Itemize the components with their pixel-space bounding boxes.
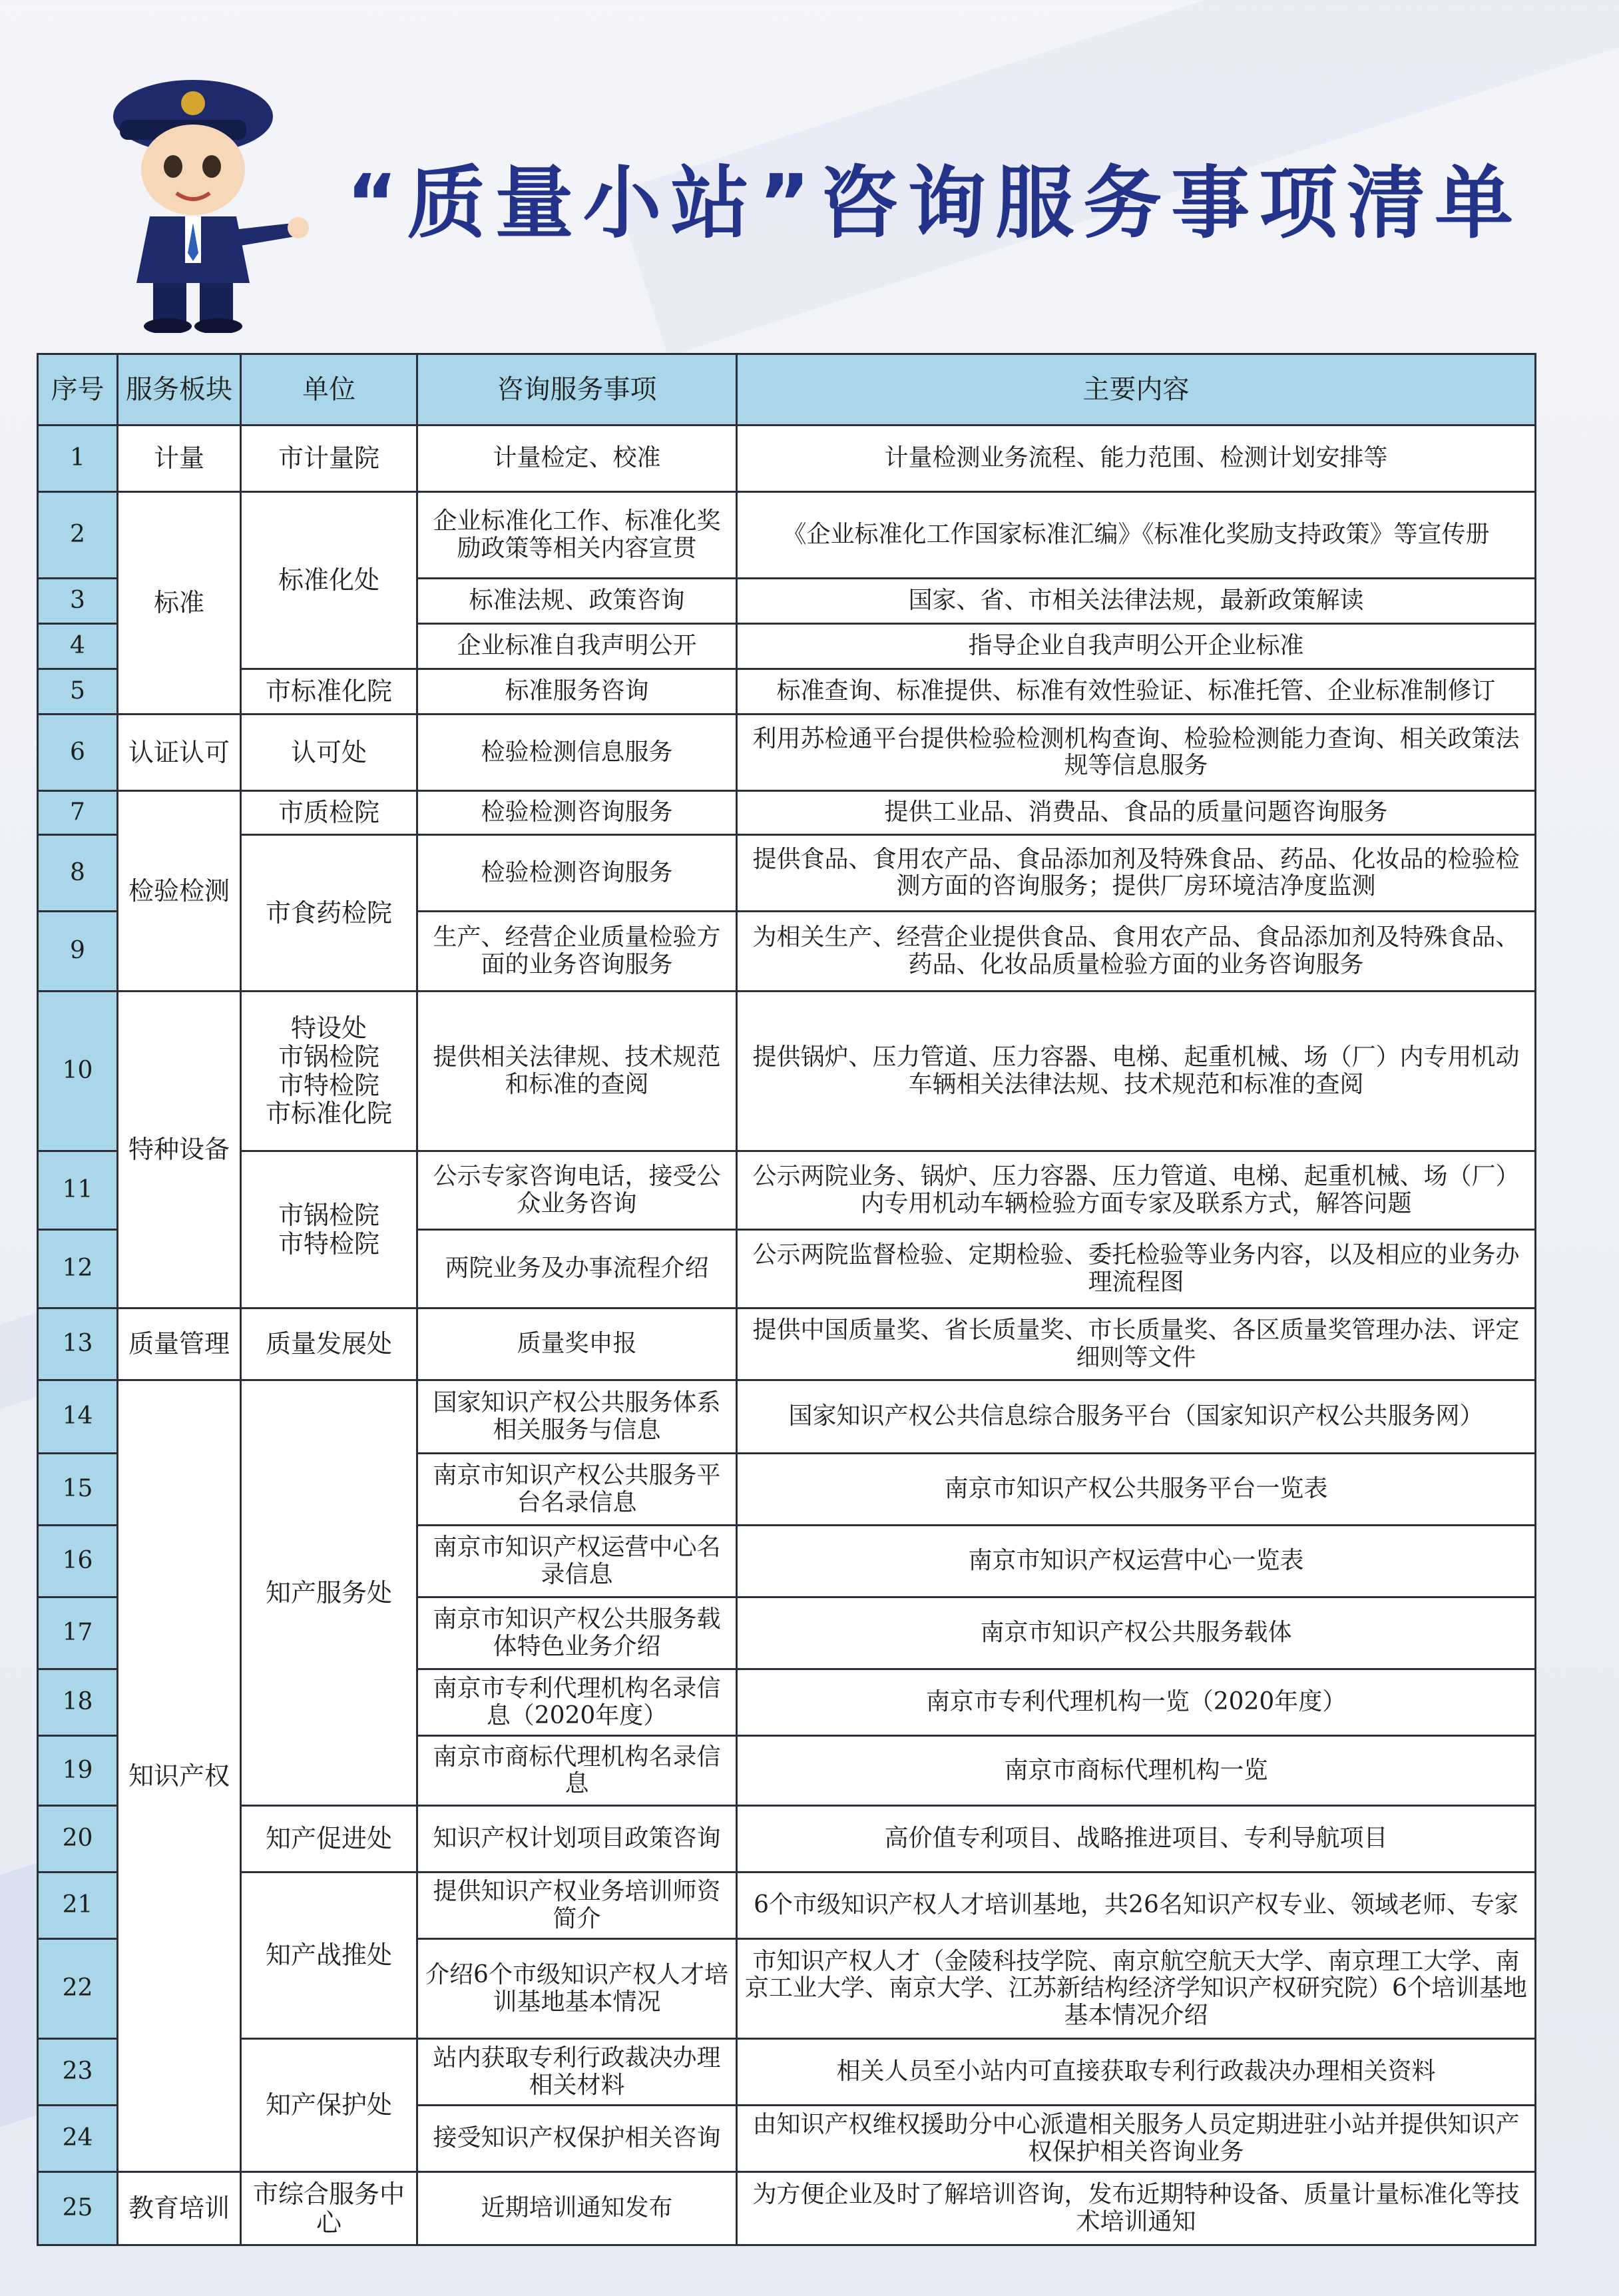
table-row bbox=[38, 1872, 1536, 1939]
content-cell: 标准查询、标准提供、标准有效性验证、标准托管、企业标准制修订 bbox=[737, 669, 1536, 715]
item-cell: 介绍6个市级知识产权人才培训基地基本情况 bbox=[417, 1939, 737, 2039]
item-cell: 生产、经营企业质量检验方面的业务咨询服务 bbox=[417, 912, 737, 992]
row-number: 4 bbox=[38, 624, 118, 669]
item-cell: 企业标准自我声明公开 bbox=[417, 624, 737, 669]
row-number: 16 bbox=[38, 1526, 118, 1597]
item-cell: 提供知识产权业务培训师资简介 bbox=[417, 1872, 737, 1939]
row-number: 12 bbox=[38, 1230, 118, 1308]
content-cell: 提供工业品、消费品、食品的质量问题咨询服务 bbox=[737, 791, 1536, 835]
unit-cell: 市质检院 bbox=[241, 791, 417, 835]
row-number: 14 bbox=[38, 1380, 118, 1454]
content-cell: 南京市知识产权公共服务平台一览表 bbox=[737, 1454, 1536, 1526]
item-cell: 检验检测咨询服务 bbox=[417, 791, 737, 835]
unit-cell: 知产保护处 bbox=[241, 2039, 417, 2172]
content-cell: 6个市级知识产权人才培训基地，共26名知识产权专业、领域老师、专家 bbox=[737, 1872, 1536, 1939]
row-number: 9 bbox=[38, 912, 118, 992]
row-number: 20 bbox=[38, 1806, 118, 1872]
item-cell: 南京市专利代理机构名录信息（2020年度） bbox=[417, 1669, 737, 1736]
item-cell: 公示专家咨询电话，接受公众业务咨询 bbox=[417, 1151, 737, 1230]
module-cell: 特种设备 bbox=[118, 992, 241, 1308]
table-row bbox=[38, 1308, 1536, 1380]
table-row bbox=[38, 835, 1536, 912]
content-cell: 公示两院业务、锅炉、压力容器、压力管道、电梯、起重机械、场（厂）内专用机动车辆检验方面专家及联系方式，解答问题 bbox=[737, 1151, 1536, 1230]
module-cell: 质量管理 bbox=[118, 1308, 241, 1380]
item-cell: 两院业务及办事流程介绍 bbox=[417, 1230, 737, 1308]
module-cell: 计量 bbox=[118, 426, 241, 492]
item-cell: 知识产权计划项目政策咨询 bbox=[417, 1806, 737, 1872]
content-cell: 提供中国质量奖、省长质量奖、市长质量奖、各区质量奖管理办法、评定细则等文件 bbox=[737, 1308, 1536, 1380]
item-cell: 质量奖申报 bbox=[417, 1308, 737, 1380]
content-cell: 南京市专利代理机构一览（2020年度） bbox=[737, 1669, 1536, 1736]
item-cell: 南京市知识产权公共服务载体特色业务介绍 bbox=[417, 1597, 737, 1669]
row-number: 10 bbox=[38, 992, 118, 1151]
content-cell: 南京市商标代理机构一览 bbox=[737, 1736, 1536, 1806]
item-cell: 接受知识产权保护相关咨询 bbox=[417, 2106, 737, 2172]
module-cell: 标准 bbox=[118, 492, 241, 715]
module-cell: 认证认可 bbox=[118, 715, 241, 791]
service-table-container bbox=[37, 353, 1534, 2246]
item-cell: 站内获取专利行政裁决办理相关材料 bbox=[417, 2039, 737, 2106]
row-number: 1 bbox=[38, 426, 118, 492]
row-number: 2 bbox=[38, 492, 118, 579]
module-cell: 知识产权 bbox=[118, 1380, 241, 2172]
table-row bbox=[38, 992, 1536, 1151]
unit-cell: 认可处 bbox=[241, 715, 417, 791]
row-number: 15 bbox=[38, 1454, 118, 1526]
table-row bbox=[38, 492, 1536, 579]
row-number: 22 bbox=[38, 1939, 118, 2039]
unit-cell: 特设处 市锅检院 市特检院 市标准化院 bbox=[241, 992, 417, 1151]
item-cell: 标准服务咨询 bbox=[417, 669, 737, 715]
unit-cell: 市锅检院 市特检院 bbox=[241, 1151, 417, 1308]
unit-cell: 知产战推处 bbox=[241, 1872, 417, 2039]
unit-cell: 知产促进处 bbox=[241, 1806, 417, 1872]
item-cell: 提供相关法律规、技术规范和标准的查阅 bbox=[417, 992, 737, 1151]
row-number: 3 bbox=[38, 579, 118, 624]
item-cell: 标准法规、政策咨询 bbox=[417, 579, 737, 624]
header bbox=[80, 40, 1578, 320]
row-number: 17 bbox=[38, 1597, 118, 1669]
content-cell: 计量检测业务流程、能力范围、检测计划安排等 bbox=[737, 426, 1536, 492]
header-content: 主要内容 bbox=[737, 354, 1536, 426]
row-number: 11 bbox=[38, 1151, 118, 1230]
row-number: 8 bbox=[38, 835, 118, 912]
module-cell: 教育培训 bbox=[118, 2172, 241, 2245]
unit-cell: 市标准化院 bbox=[241, 669, 417, 715]
unit-cell: 市综合服务中心 bbox=[241, 2172, 417, 2245]
table-row bbox=[38, 1380, 1536, 1454]
table-row bbox=[38, 2039, 1536, 2106]
unit-cell: 标准化处 bbox=[241, 492, 417, 669]
table-row bbox=[38, 2172, 1536, 2245]
row-number: 7 bbox=[38, 791, 118, 835]
content-cell: 南京市知识产权运营中心一览表 bbox=[737, 1526, 1536, 1597]
content-cell: 南京市知识产权公共服务载体 bbox=[737, 1597, 1536, 1669]
content-cell: 利用苏检通平台提供检验检测机构查询、检验检测能力查询、相关政策法规等信息服务 bbox=[737, 715, 1536, 791]
row-number: 19 bbox=[38, 1736, 118, 1806]
content-cell: 公示两院监督检验、定期检验、委托检验等业务内容，以及相应的业务办理流程图 bbox=[737, 1230, 1536, 1308]
content-cell: 提供锅炉、压力管道、压力容器、电梯、起重机械、场（厂）内专用机动车辆相关法律法规、技术规范和标准的查阅 bbox=[737, 992, 1536, 1151]
item-cell: 近期培训通知发布 bbox=[417, 2172, 737, 2245]
unit-cell: 市计量院 bbox=[241, 426, 417, 492]
table-row bbox=[38, 669, 1536, 715]
content-cell: 市知识产权人才（金陵科技学院、南京航空航天大学、南京理工大学、南京工业大学、南京大学、江苏新结构经济学知识产权研究院）6个培训基地基本情况介绍 bbox=[737, 1939, 1536, 2039]
unit-cell: 知产服务处 bbox=[241, 1380, 417, 1806]
content-cell: 相关人员至小站内可直接获取专利行政裁决办理相关资料 bbox=[737, 2039, 1536, 2106]
content-cell: 由知识产权维权援助分中心派遣相关服务人员定期进驻小站并提供知识产权保护相关咨询业务 bbox=[737, 2106, 1536, 2172]
row-number: 24 bbox=[38, 2106, 118, 2172]
header-item: 咨询服务事项 bbox=[417, 354, 737, 426]
content-cell: 国家知识产权公共信息综合服务平台（国家知识产权公共服务网） bbox=[737, 1380, 1536, 1454]
content-cell: 国家、省、市相关法律法规，最新政策解读 bbox=[737, 579, 1536, 624]
table-row bbox=[38, 715, 1536, 791]
item-cell: 南京市知识产权公共服务平台名录信息 bbox=[417, 1454, 737, 1526]
content-cell: 《企业标准化工作国家标准汇编》《标准化奖励支持政策》等宣传册 bbox=[737, 492, 1536, 579]
unit-cell: 质量发展处 bbox=[241, 1308, 417, 1380]
unit-cell: 市食药检院 bbox=[241, 835, 417, 992]
service-table bbox=[37, 353, 1536, 2246]
item-cell: 检验检测信息服务 bbox=[417, 715, 737, 791]
item-cell: 检验检测咨询服务 bbox=[417, 835, 737, 912]
item-cell: 企业标准化工作、标准化奖励政策等相关内容宣贯 bbox=[417, 492, 737, 579]
inspector-mascot-icon bbox=[93, 53, 313, 333]
content-cell: 提供食品、食用农产品、食品添加剂及特殊食品、药品、化妆品的检验检测方面的咨询服务；提供厂房环境洁净度监测 bbox=[737, 835, 1536, 912]
header-no: 序号 bbox=[38, 354, 118, 426]
module-cell: 检验检测 bbox=[118, 791, 241, 992]
table-row bbox=[38, 426, 1536, 492]
content-cell: 为相关生产、经营企业提供食品、食用农产品、食品添加剂及特殊食品、药品、化妆品质量检验方面的业务咨询服务 bbox=[737, 912, 1536, 992]
table-row bbox=[38, 1806, 1536, 1872]
table-header-row bbox=[38, 354, 1536, 426]
table-row bbox=[38, 1151, 1536, 1230]
header-module: 服务板块 bbox=[118, 354, 241, 426]
row-number: 6 bbox=[38, 715, 118, 791]
item-cell: 国家知识产权公共服务体系相关服务与信息 bbox=[417, 1380, 737, 1454]
row-number: 18 bbox=[38, 1669, 118, 1736]
item-cell: 计量检定、校准 bbox=[417, 426, 737, 492]
content-cell: 指导企业自我声明公开企业标准 bbox=[737, 624, 1536, 669]
content-cell: 为方便企业及时了解培训咨询，发布近期特种设备、质量计量标准化等技术培训通知 bbox=[737, 2172, 1536, 2245]
page-title: “质量小站”咨询服务事项清单 bbox=[346, 157, 1523, 249]
item-cell: 南京市知识产权运营中心名录信息 bbox=[417, 1526, 737, 1597]
item-cell: 南京市商标代理机构名录信息 bbox=[417, 1736, 737, 1806]
content-cell: 高价值专利项目、战略推进项目、专利导航项目 bbox=[737, 1806, 1536, 1872]
row-number: 13 bbox=[38, 1308, 118, 1380]
row-number: 25 bbox=[38, 2172, 118, 2245]
row-number: 21 bbox=[38, 1872, 118, 1939]
row-number: 23 bbox=[38, 2039, 118, 2106]
table-row bbox=[38, 791, 1536, 835]
row-number: 5 bbox=[38, 669, 118, 715]
header-unit: 单位 bbox=[241, 354, 417, 426]
